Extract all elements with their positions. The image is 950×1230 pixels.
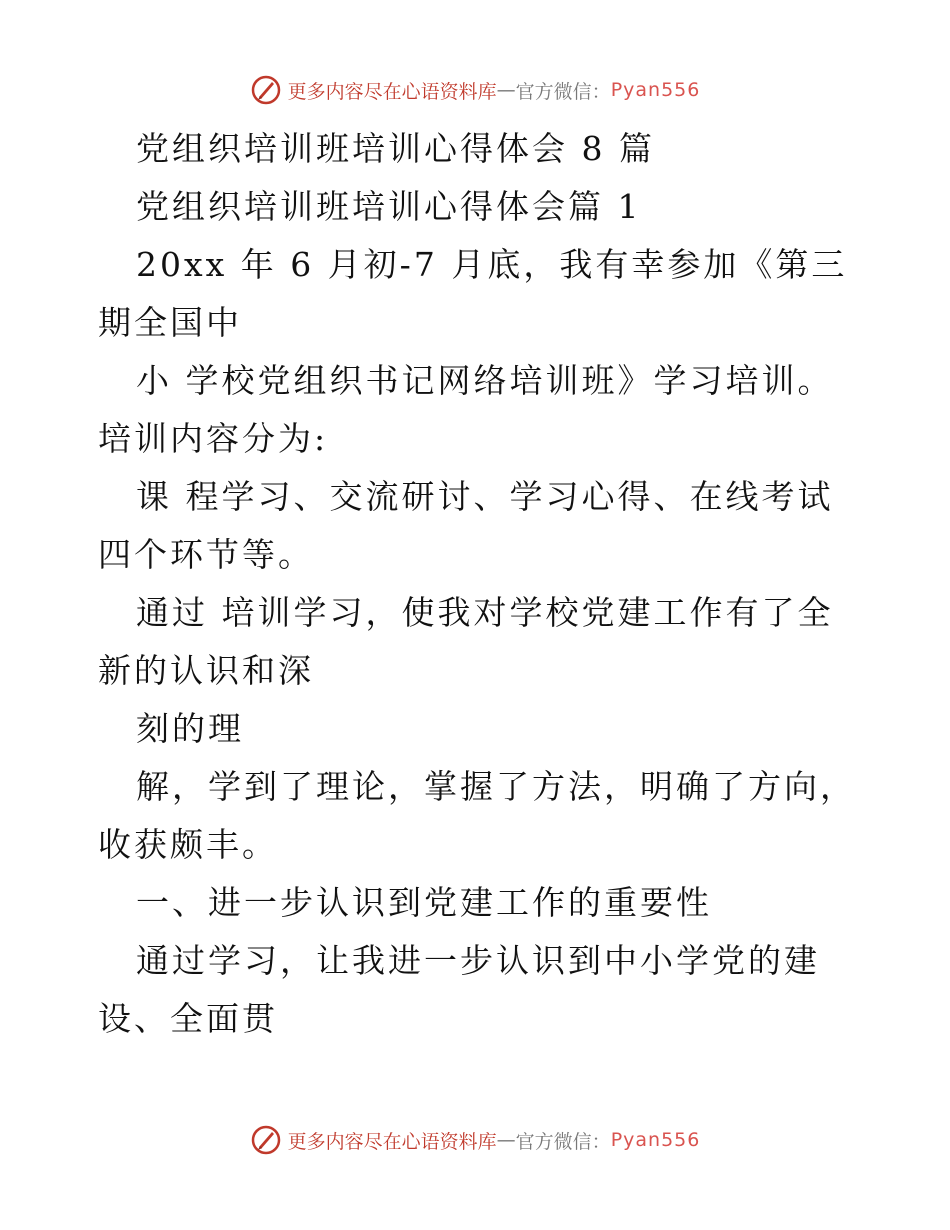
- footer-watermark-banner: [0, 1120, 950, 1160]
- wechat-id: Pyan556: [610, 79, 701, 101]
- banner-dash: —: [496, 1129, 516, 1151]
- paragraph: 小 学校党组织书记网络培训班》学习培训。培训内容分为:: [98, 361, 834, 458]
- paragraph: 通过 培训学习，使我对学校党建工作有了全新的认识和深: [98, 593, 834, 690]
- header-watermark-banner: [0, 70, 950, 110]
- document-body: [98, 120, 858, 1048]
- banner-dash: —: [496, 79, 516, 101]
- subsection-heading: 一、进一步认识到党建工作的重要性: [136, 883, 712, 922]
- wechat-label: 官方微信：: [515, 1130, 611, 1153]
- paragraph: 解，学到了理论，掌握了方法，明确了方向，收获颇丰。: [98, 767, 856, 864]
- brand-text: 更多内容尽在心语资料库: [287, 80, 497, 103]
- paragraph: 通过学习，让我进一步认识到中小学党的建设、全面贯: [98, 941, 820, 1038]
- document-title: 党组织培训班培训心得体会 8 篇: [136, 129, 655, 168]
- section-heading: 党组织培训班培训心得体会篇 1: [136, 187, 642, 226]
- paragraph: 刻的理: [136, 709, 244, 748]
- quill-pen-logo-icon: [250, 74, 282, 106]
- brand-text: 更多内容尽在心语资料库: [287, 1130, 497, 1153]
- wechat-id: Pyan556: [610, 1129, 701, 1151]
- quill-pen-logo-icon: [250, 1124, 282, 1156]
- wechat-label: 官方微信：: [515, 80, 611, 103]
- paragraph: 20xx 年 6 月初-7 月底，我有幸参加《第三期全国中: [98, 245, 848, 342]
- paragraph: 课 程学习、交流研讨、学习心得、在线考试四个环节等。: [98, 477, 834, 574]
